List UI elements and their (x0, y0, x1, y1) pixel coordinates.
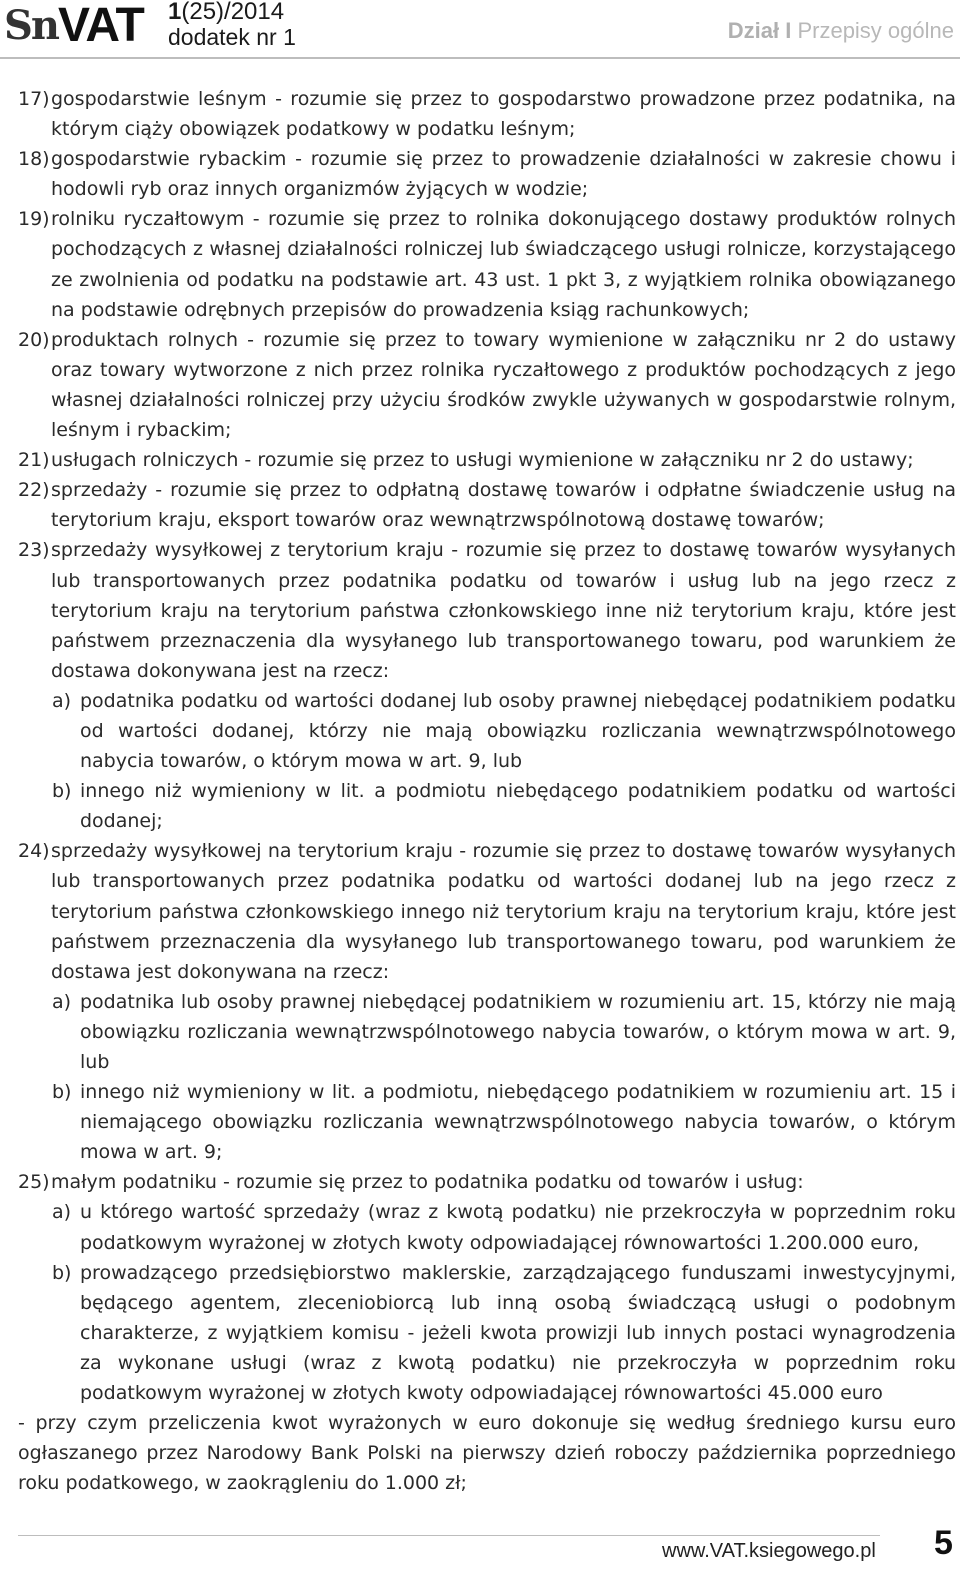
definition-item (18, 325, 956, 445)
subitem-letter: a) (52, 990, 72, 1013)
issue-number: 1 (168, 0, 182, 25)
subitem-text: innego niż wymieniony w lit. a podmiotu, niebędącego podatnikiem w rozumieniu art. 15 i niemającego obowiązku rozliczania wewnątrzwspólnotowego nabycia towarów, o którym mowa w art. 9; (80, 1081, 956, 1164)
definition-item (18, 1167, 956, 1197)
subitem-text: podatnika lub osoby prawnej niebędącej podatnikiem w rozumieniu art. 15, którzy nie mają obowiązku rozliczania wewnątrzwspólnotowego nabycia towarów, o którym mowa w art. 9, lub (80, 990, 956, 1073)
issue-paren: (25)/2014 (181, 0, 285, 25)
closing-paragraph: - przy czym przeliczenia kwot wyrażonych w euro dokonuje się według średniego kursu euro ogłaszanego przez Narodowy Bank Polski na pierwszy dzień roboczy października poprzedniego roku podatkowego, w zaokrągleniu do 1.000 zł; (18, 1412, 956, 1495)
subitem-letter: a) (52, 689, 72, 712)
definition-text: usługach rolniczych - rozumie się przez to usługi wymienione w załączniku nr 2 do ustawy; (51, 449, 914, 472)
definition-item (18, 445, 956, 475)
logo-sn-text: Sn (4, 2, 58, 49)
definition-text: sprzedaży wysyłkowej z terytorium kraju - rozumie się przez to dostawę towarów wysyłanych lub transportowanych przez podatnika podatku od towarów i usług lub na jego rzecz z terytorium kraju na terytorium państwa członkowskiego inne niż terytorium kraju, które jest państwem przeznaczenia dla wysyłanego lub transportowanego towaru, pod warunkiem że dostawa dokonywana jest na rzecz: (51, 539, 956, 682)
definition-subitem (52, 776, 956, 836)
definition-item (18, 144, 956, 204)
definition-number: 20) (18, 328, 50, 351)
subitem-letter: b) (52, 780, 72, 803)
header-divider (0, 57, 960, 59)
subitem-text: prowadzącego przedsiębiorstwo maklerskie, zarządzającego funduszami inwestycyjnymi, będącego agentem, zleceniobiorcą lub inną osobą świadczącą usługi o podobnym charakterze, z wyjątkiem komisu - jeżeli kwota prowizji lub innych postaci wynagrodzenia za wykonane usługi (wraz z kwotą podatku) nie przekroczyła w poprzednim roku podatkowym wyrażonej w złotych kwoty odpowiadającej równowartości 45.000 euro (80, 1261, 956, 1405)
document-body (18, 84, 956, 1498)
snvat-logo (4, 0, 144, 52)
page-number: 5 (934, 1524, 953, 1562)
definition-number: 25) (18, 1171, 50, 1194)
definition-text: sprzedaży - rozumie się przez to odpłatną dostawę towarów i odpłatne świadczenie usług na terytorium kraju, eksport towarów oraz wewnątrzwspólnotową dostawę towarów; (51, 479, 956, 532)
footer-website-link[interactable]: www.VAT.ksiegowego.pl (662, 1540, 876, 1562)
definition-item (18, 535, 956, 685)
definition-number: 18) (18, 148, 50, 171)
definition-text: produktach rolnych - rozumie się przez to towary wymienione w załączniku nr 2 do ustawy oraz towary wytworzone z nich przez rolnika ryczałtowego z produktów pochodzących z jego własnej działalności rolniczej przy użyciu środków zwykle używanych w gospodarstwie rolnym, leśnym i rybackim; (51, 328, 956, 442)
definition-item (18, 84, 956, 144)
subitem-text: u którego wartość sprzedaży (wraz z kwotą podatku) nie przekroczyła w poprzednim roku podatkowym wyrażonej w złotych kwoty odpowiadającej równowartości 1.200.000 euro, (80, 1201, 956, 1254)
definition-item (18, 204, 956, 324)
subitem-letter: b) (52, 1261, 72, 1284)
issue-info (168, 0, 296, 50)
definition-subitem (52, 1197, 956, 1257)
definition-subitem (52, 1077, 956, 1167)
subitem-text: innego niż wymieniony w lit. a podmiotu niebędącego podatnikiem podatku od wartości dodanej; (80, 780, 956, 833)
section-part: Dział I (727, 18, 792, 43)
definition-text: gospodarstwie rybackim - rozumie się przez to prowadzenie działalności w zakresie chowu i hodowli ryb oraz innych organizmów żyjących w wodzie; (51, 148, 956, 201)
section-title: Przepisy ogólne (797, 18, 954, 43)
definition-text: rolniku ryczałtowym - rozumie się przez to rolnika dokonującego dostawy produktów rolnych pochodzących z własnej działalności rolniczej lub świadczącego usługi rolnicze, korzystającego ze zwolnienia od podatku na podstawie art. 43 ust. 1 pkt 3, z wyjątkiem rolnika obowiązanego na podstawie odrębnych przepisów do prowadzenia ksiąg rachunkowych; (51, 208, 956, 321)
definition-number: 19) (18, 208, 50, 231)
section-heading (728, 18, 954, 44)
logo-vat-text: VAT (57, 0, 144, 52)
definition-subitem (52, 1258, 956, 1408)
definition-subitem (52, 686, 956, 776)
definition-item (18, 475, 956, 535)
definition-subitem (52, 987, 956, 1077)
definition-number: 21) (18, 449, 50, 472)
definition-number: 17) (18, 88, 50, 110)
page-header (0, 0, 960, 60)
supplement-label: dodatek nr 1 (168, 24, 296, 50)
footer-divider (18, 1535, 880, 1536)
subitem-text: podatnika podatku od wartości dodanej lub osoby prawnej niebędącej podatnikiem podatku od wartości dodanej, którzy nie mają obowiązku rozliczania wewnątrzwspólnotowego nabycia towarów, o którym mowa w art. 9, lub (80, 689, 956, 773)
definition-item (18, 836, 956, 986)
definition-number: 23) (18, 539, 50, 562)
subitem-letter: a) (52, 1201, 72, 1224)
definition-number: 22) (18, 479, 50, 502)
subitem-letter: b) (52, 1081, 72, 1104)
definition-text: gospodarstwie leśnym - rozumie się przez to gospodarstwo prowadzone przez podatnika, na którym ciąży obowiązek podatkowy w podatku leśnym; (51, 88, 956, 141)
definition-number: 24) (18, 840, 50, 863)
definition-text: małym podatniku - rozumie się przez to podatnika podatku od towarów i usług: (51, 1171, 804, 1194)
definition-text: sprzedaży wysyłkowej na terytorium kraju - rozumie się przez to dostawę towarów wysyłanych lub transportowanych przez podatnika podatku od wartości dodanej lub na jego rzecz z terytorium państwa członkowskiego innego niż terytorium kraju na terytorium kraju, które jest państwem przeznaczenia dla wysyłanego lub transportowanego towaru, pod warunkiem że dostawa jest dokonywana na rzecz: (51, 840, 956, 983)
